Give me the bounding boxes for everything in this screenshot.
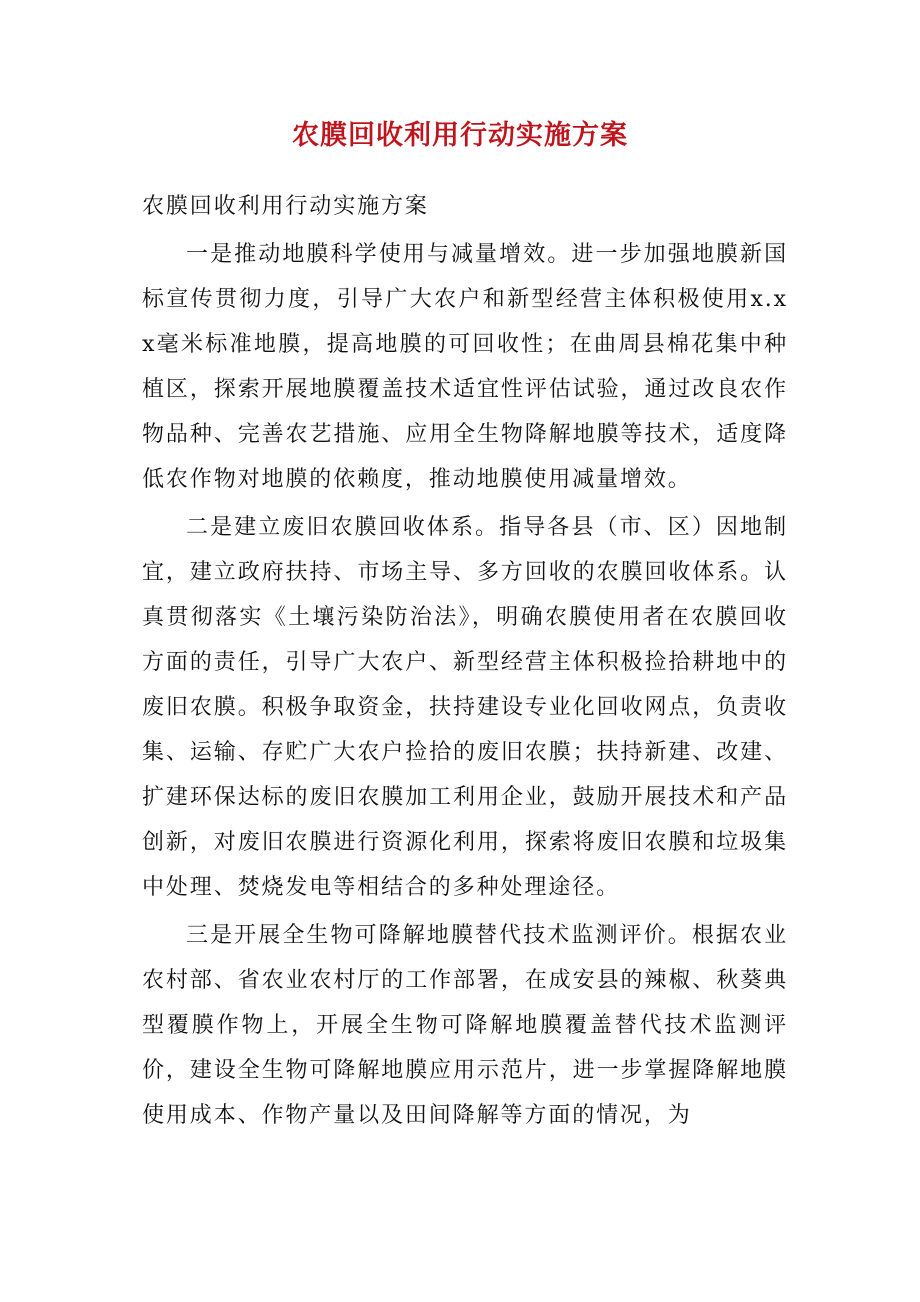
document-body [142, 184, 788, 1138]
document-title: 农膜回收利用行动实施方案 [292, 120, 628, 151]
document-subtitle: 农膜回收利用行动实施方案 [142, 194, 429, 219]
paragraph-1: 一是推动地膜科学使用与减量增效。进一步加强地膜新国标宣传贯彻力度，引导广大农户和新型经营主体积极使用x.xx毫米标准地膜，提高地膜的可回收性；在曲周县棉花集中种植区，探索开展地膜覆盖技术适宜性评估试验，通过改良农作物品种、完善农艺措施、应用全生物降解地膜等技术，适度降低农作物对地膜的依赖度，推动地膜使用减量增效。 [142, 242, 788, 492]
paragraph-3: 三是开展全生物可降解地膜替代技术监测评价。根据农业农村部、省农业农村厅的工作部署，在成安县的辣椒、秋葵典型覆膜作物上，开展全生物可降解地膜覆盖替代技术监测评价，建设全生物可降解地膜应用示范片，进一步掌握降解地膜使用成本、作物产量以及田间降解等方面的情况，为 [142, 923, 788, 1128]
paragraph-2: 二是建立废旧农膜回收体系。指导各县（市、区）因地制宜，建立政府扶持、市场主导、多方回收的农膜回收体系。认真贯彻落实《土壤污染防治法》，明确农膜使用者在农膜回收方面的责任，引导广大农户、新型经营主体积极捡拾耕地中的废旧农膜。积极争取资金，扶持建设专业化回收网点，负责收集、运输、存贮广大农户捡拾的废旧农膜；扶持新建、改建、扩建环保达标的废旧农膜加工利用企业，鼓励开展技术和产品创新，对废旧农膜进行资源化利用，探索将废旧农膜和垃圾集中处理、焚烧发电等相结合的多种处理途径。 [142, 515, 788, 900]
